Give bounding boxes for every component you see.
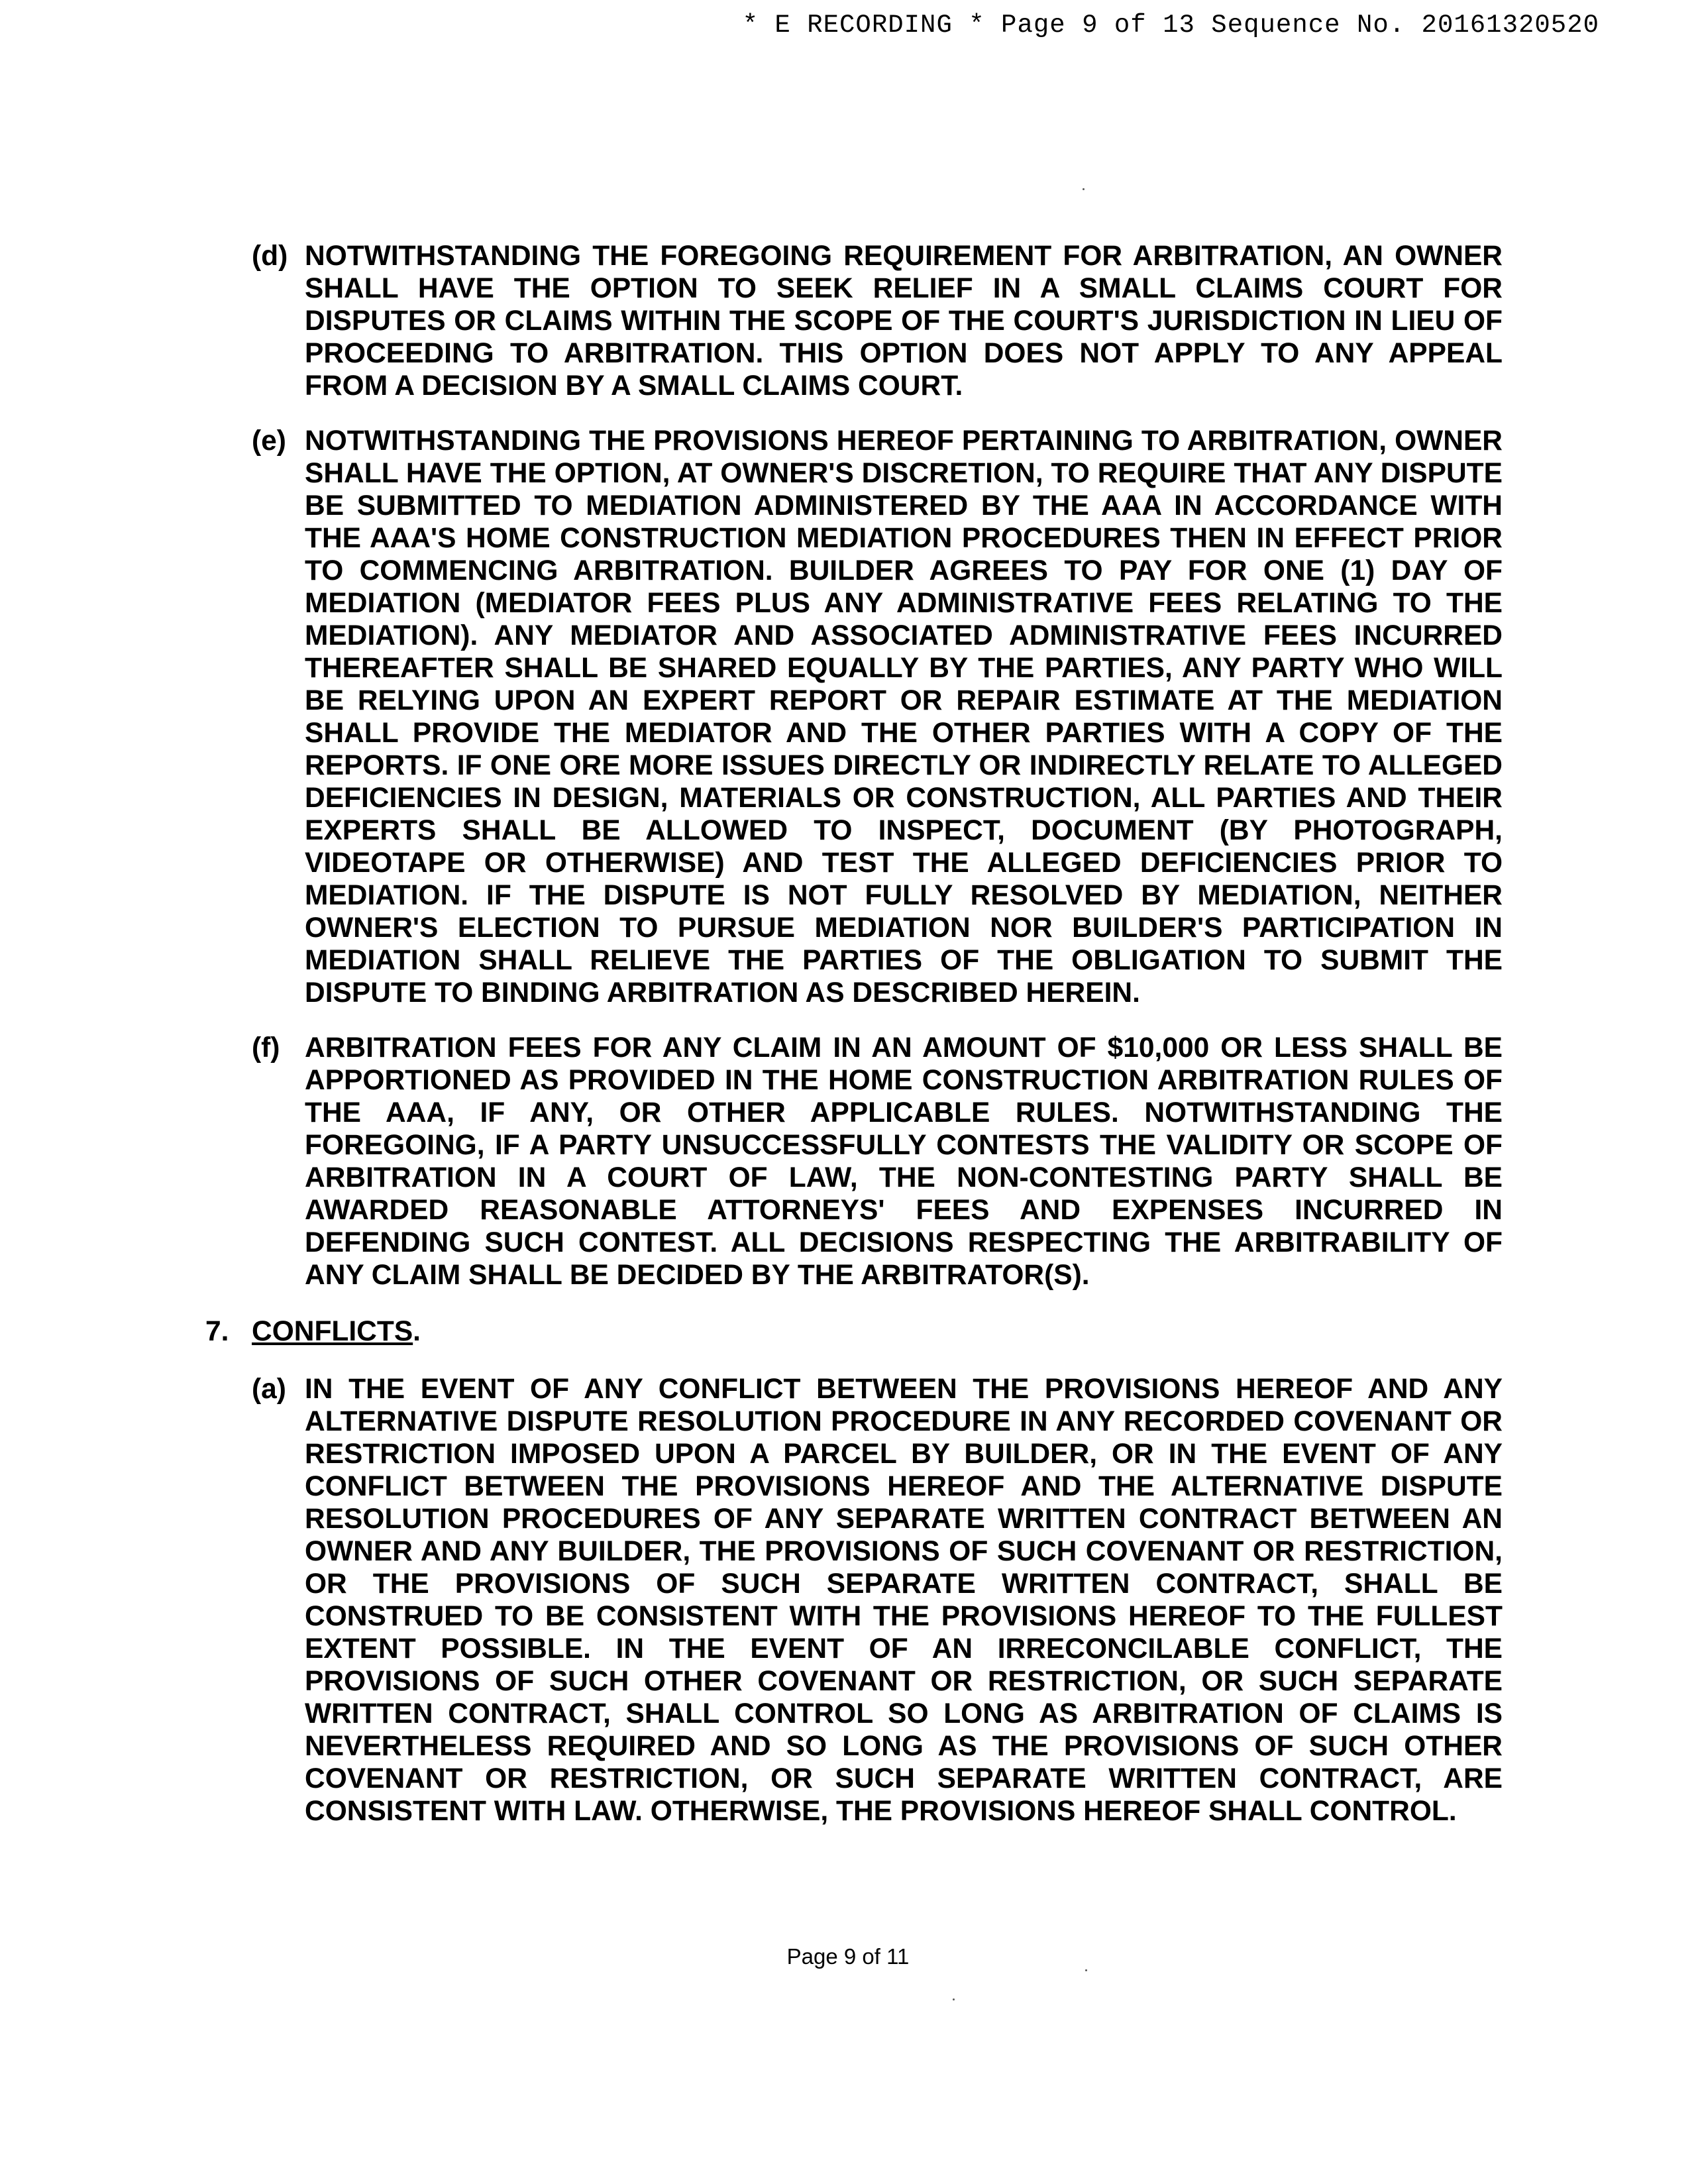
section-title: CONFLICTS: [252, 1316, 413, 1347]
paragraph-marker: (d): [252, 241, 288, 272]
scan-speck: [1083, 188, 1085, 190]
paragraph-e: [252, 425, 1503, 1009]
paragraph-f: [252, 1032, 1503, 1291]
scan-speck: [953, 1998, 955, 2000]
paragraph-marker: (a): [252, 1374, 286, 1405]
paragraph-d: [252, 240, 1503, 402]
section-number: 7.: [205, 1316, 229, 1347]
document-body: [205, 240, 1503, 1850]
paragraph-marker: (e): [252, 425, 286, 457]
paragraph-text: ARBITRATION FEES FOR ANY CLAIM IN AN AMOUNT OF $10,000 OR LESS SHALL BE APPORTIONED AS PROVIDED IN THE HOME CONSTRUCTION ARBITRATION RULES OF THE AAA, IF ANY, OR OTHER APPLICABLE RULES. NOTWITHSTANDING THE FOREGOING, IF A PARTY UNSUCCESSFULLY CONTESTS THE VALIDITY OR SCOPE OF ARBITRATION IN A COURT OF LAW, THE NON-CONTESTING PARTY SHALL BE AWARDED REASONABLE ATTORNEYS' FEES AND EXPENSES INCURRED IN DEFENDING SUCH CONTEST. ALL DECISIONS RESPECTING THE ARBITRABILITY OF ANY CLAIM SHALL BE DECIDED BY THE ARBITRATOR(S).: [305, 1032, 1503, 1291]
page-footer: Page 9 of 11: [786, 1944, 910, 1969]
section-title-suffix: .: [413, 1316, 421, 1347]
section-paragraph-a: [252, 1373, 1503, 1828]
paragraph-marker: (f): [252, 1032, 280, 1064]
scan-speck: [1085, 1969, 1087, 1971]
section-heading-conflicts: [205, 1315, 1503, 1348]
paragraph-text: NOTWITHSTANDING THE PROVISIONS HEREOF PERTAINING TO ARBITRATION, OWNER SHALL HAVE THE OPTION, AT OWNER'S DISCRETION, TO REQUIRE THAT ANY DISPUTE BE SUBMITTED TO MEDIATION ADMINISTERED BY THE AAA IN ACCORDANCE WITH THE AAA'S HOME CONSTRUCTION MEDIATION PROCEDURES THEN IN EFFECT PRIOR TO COMMENCING ARBITRATION. BUILDER AGREES TO PAY FOR ONE (1) DAY OF MEDIATION (MEDIATOR FEES PLUS ANY ADMINISTRATIVE FEES RELATING TO THE MEDIATION). ANY MEDIATOR AND ASSOCIATED ADMINISTRATIVE FEES INCURRED THEREAFTER SHALL BE SHARED EQUALLY BY THE PARTIES, ANY PARTY WHO WILL BE RELYING UPON AN EXPERT REPORT OR REPAIR ESTIMATE AT THE MEDIATION SHALL PROVIDE THE MEDIATOR AND THE OTHER PARTIES WITH A COPY OF THE REPORTS. IF ONE ORE MORE ISSUES DIRECTLY OR INDIRECTLY RELATE TO ALLEGED DEFICIENCIES IN DESIGN, MATERIALS OR CONSTRUCTION, ALL PARTIES AND THEIR EXPERTS SHALL BE ALLOWED TO INSPECT, DOCUMENT (BY PHOTOGRAPH, VIDEOTAPE OR OTHERWISE) AND TEST THE ALLEGED DEFICIENCIES PRIOR TO MEDIATION. IF THE DISPUTE IS NOT FULLY RESOLVED BY MEDIATION, NEITHER OWNER'S ELECTION TO PURSUE MEDIATION NOR BUILDER'S PARTICIPATION IN MEDIATION SHALL RELIEVE THE PARTIES OF THE OBLIGATION TO SUBMIT THE DISPUTE TO BINDING ARBITRATION AS DESCRIBED HEREIN.: [305, 425, 1503, 1009]
recording-stamp: * E RECORDING * Page 9 of 13 Sequence No. 20161320520: [742, 11, 1599, 40]
paragraph-text: IN THE EVENT OF ANY CONFLICT BETWEEN THE PROVISIONS HEREOF AND ANY ALTERNATIVE DISPUTE RESOLUTION PROCEDURE IN ANY RECORDED COVENANT OR RESTRICTION IMPOSED UPON A PARCEL BY BUILDER, OR IN THE EVENT OF ANY CONFLICT BETWEEN THE PROVISIONS HEREOF AND THE ALTERNATIVE DISPUTE RESOLUTION PROCEDURES OF ANY SEPARATE WRITTEN CONTRACT BETWEEN AN OWNER AND ANY BUILDER, THE PROVISIONS OF SUCH COVENANT OR RESTRICTION, OR THE PROVISIONS OF SUCH SEPARATE WRITTEN CONTRACT, SHALL BE CONSTRUED TO BE CONSISTENT WITH THE PROVISIONS HEREOF TO THE FULLEST EXTENT POSSIBLE. IN THE EVENT OF AN IRRECONCILABLE CONFLICT, THE PROVISIONS OF SUCH OTHER COVENANT OR RESTRICTION, OR SUCH SEPARATE WRITTEN CONTRACT, SHALL CONTROL SO LONG AS ARBITRATION OF CLAIMS IS NEVERTHELESS REQUIRED AND SO LONG AS THE PROVISIONS OF SUCH OTHER COVENANT OR RESTRICTION, OR SUCH SEPARATE WRITTEN CONTRACT, ARE CONSISTENT WITH LAW. OTHERWISE, THE PROVISIONS HEREOF SHALL CONTROL.: [305, 1374, 1503, 1827]
paragraph-text: NOTWITHSTANDING THE FOREGOING REQUIREMENT FOR ARBITRATION, AN OWNER SHALL HAVE THE OPTION TO SEEK RELIEF IN A SMALL CLAIMS COURT FOR DISPUTES OR CLAIMS WITHIN THE SCOPE OF THE COURT'S JURISDICTION IN LIEU OF PROCEEDING TO ARBITRATION. THIS OPTION DOES NOT APPLY TO ANY APPEAL FROM A DECISION BY A SMALL CLAIMS COURT.: [305, 241, 1503, 402]
